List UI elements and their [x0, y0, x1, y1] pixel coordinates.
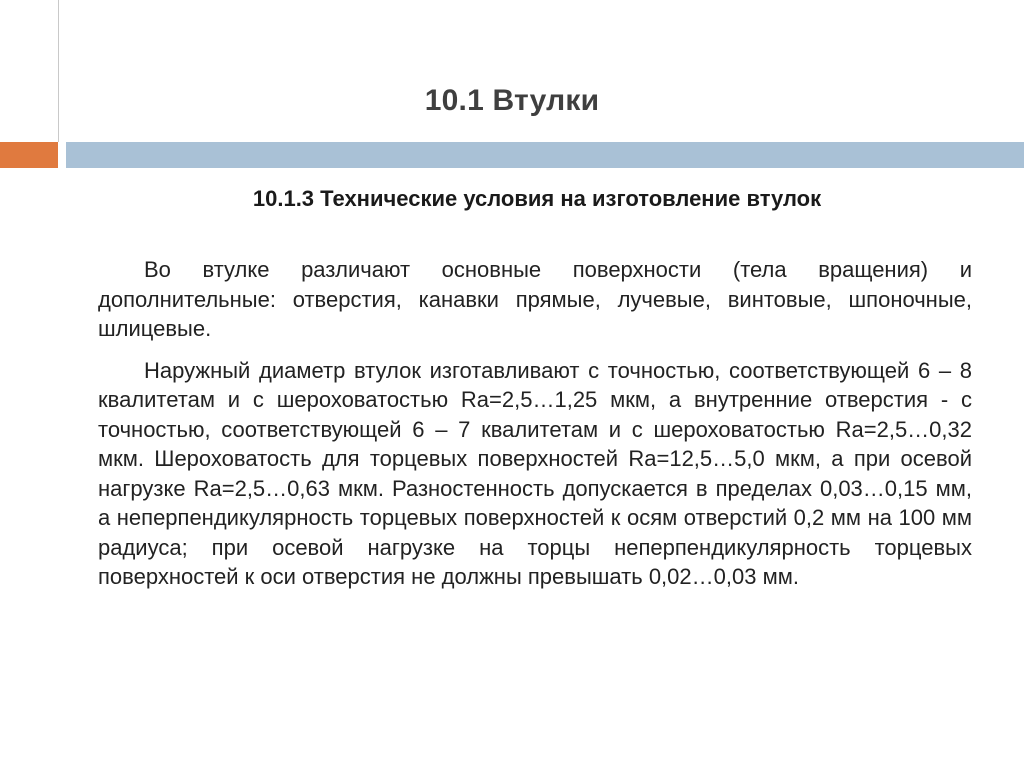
body-text [98, 255, 972, 604]
paragraph-1: Во втулке различают основные поверхности (тела вращения) и дополнительные: отверстия, канавки прямые, лучевые, винтовые, шпоночные, шлицевые. [98, 257, 972, 341]
accent-bar-orange [0, 142, 58, 168]
slide-subtitle: 10.1.3 Технические условия на изготовление втулок [252, 186, 822, 211]
left-divider-line [58, 0, 59, 142]
accent-bar-blue [66, 142, 1024, 168]
paragraph-2: Наружный диаметр втулок изготавливают с точностью, соответствующей 6 – 8 квалитетам и с шероховатостью Ra=2,5…1,25 мкм, а внутренние отверстия - с точностью, соответствующей 6 – 7 квалитетам и с шероховатостью Ra=2,5…0,32 мкм. Шероховатость для торцевых поверхностей Ra=12,5…5,0 мкм, а при осевой нагрузке Ra=2,5…0,63 мкм. Разностенность допускается в пределах 0,03…0,15 мм, а неперпендикулярность торцевых поверхностей к осям отверстий 0,2 мм на 100 мм радиуса; при осевой нагрузке на торцы неперпендикулярность торцевых поверхностей к оси отверстия не должны превышать 0,02…0,03 мм. [98, 357, 972, 589]
slide-title: 10.1 Втулки [424, 84, 600, 117]
